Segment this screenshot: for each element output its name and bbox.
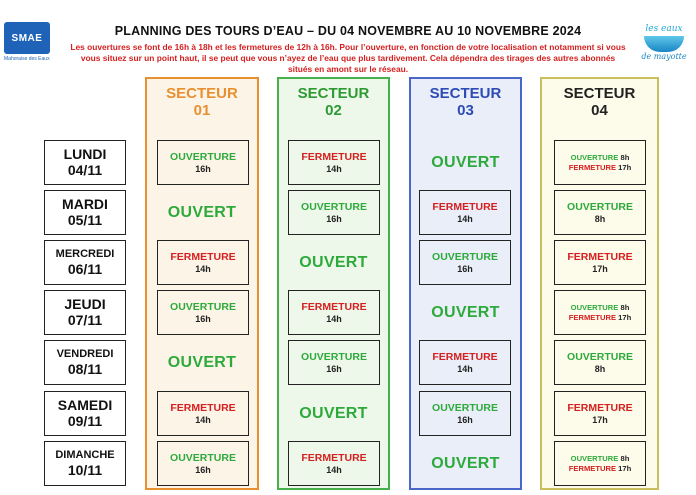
status-text: OUVERTURE (170, 300, 236, 313)
schedule-cell (157, 240, 249, 285)
schedule-line (569, 464, 631, 474)
status-text: OUVERTURE (570, 152, 619, 162)
schedule-line (571, 303, 630, 313)
status-text: OUVERT (431, 454, 500, 472)
eaux-logo-line2: de mayotte (641, 52, 687, 61)
day-label-jeudi (44, 290, 126, 335)
time-text: 14h (457, 213, 473, 224)
day-label-dimanche (44, 441, 126, 486)
schedule-cell-open (279, 240, 388, 285)
schedule-cell (288, 290, 380, 335)
time-text: 16h (326, 363, 342, 374)
schedule-line (571, 454, 630, 464)
status-text: OUVERT (299, 404, 368, 422)
sector-04-header (542, 85, 657, 119)
schedule-cell (288, 441, 380, 486)
time-text: 16h (457, 263, 473, 274)
time-text: 8h (594, 213, 606, 224)
status-text: FERMETURE (567, 250, 633, 263)
schedule-cell (554, 290, 646, 335)
status-text: FERMETURE (568, 463, 617, 473)
schedule-cell (554, 240, 646, 285)
schedule-cell (157, 391, 249, 436)
day-date: 10/11 (67, 462, 103, 478)
smae-logo (4, 22, 54, 64)
sector-03-header (411, 85, 520, 119)
status-text: FERMETURE (301, 451, 367, 464)
schedule-cell-open (279, 391, 388, 436)
status-text: OUVERT (167, 203, 237, 221)
sector-01-header (147, 85, 257, 119)
sector-label: SECTEUR (166, 85, 238, 102)
schedule-cell (419, 190, 511, 235)
page-title: PLANNING DES TOURS D’EAU – DU 04 NOVEMBRE AU 10 NOVEMBRE 2024 (114, 24, 582, 38)
day-name: DIMANCHE (55, 449, 115, 461)
status-text: OUVERTURE (567, 200, 633, 213)
schedule-cell (554, 441, 646, 486)
smae-logo-tagline: Mahoraise des Eaux (4, 56, 50, 62)
status-text: FERMETURE (170, 401, 236, 414)
smae-logo-mark: SMAE (4, 22, 50, 54)
day-label-mercredi (44, 240, 126, 285)
status-text: FERMETURE (170, 250, 236, 263)
time-text: 8h (620, 453, 630, 463)
schedule-cell (554, 340, 646, 385)
sector-label: SECTEUR (297, 85, 370, 102)
status-text: OUVERTURE (170, 150, 236, 163)
schedule-cell (419, 391, 511, 436)
day-date: 06/11 (67, 261, 103, 277)
status-text: FERMETURE (568, 162, 617, 172)
schedule-cell (157, 290, 249, 335)
time-text: 14h (195, 263, 211, 274)
time-text: 14h (326, 464, 342, 475)
status-text: OUVERTURE (170, 451, 236, 464)
water-wave-icon (644, 36, 684, 52)
status-text: FERMETURE (432, 200, 498, 213)
schedule-cell (419, 240, 511, 285)
status-text: FERMETURE (567, 401, 633, 414)
day-date: 09/11 (67, 413, 103, 429)
day-date: 08/11 (67, 361, 103, 377)
schedule-cell (157, 441, 249, 486)
schedule-cell (288, 340, 380, 385)
schedule-cell-open (147, 340, 257, 385)
schedule-cell-open (411, 140, 520, 185)
time-text: 16h (195, 313, 211, 324)
time-text: 16h (457, 414, 473, 425)
sector-number: 03 (457, 102, 474, 119)
time-text: 14h (326, 313, 342, 324)
day-date: 04/11 (67, 162, 103, 178)
status-text: FERMETURE (568, 312, 617, 322)
time-text: 17h (592, 414, 608, 425)
schedule-cell-open (147, 190, 257, 235)
schedule-line (569, 163, 631, 173)
status-text: OUVERT (431, 153, 500, 171)
day-name: SAMEDI (57, 397, 113, 413)
schedule-cell (288, 140, 380, 185)
status-text: OUVERTURE (432, 401, 498, 414)
time-text: 14h (195, 414, 211, 425)
time-text: 16h (326, 213, 342, 224)
day-date: 05/11 (67, 212, 103, 228)
sector-number: 02 (325, 102, 342, 119)
schedule-cell (419, 340, 511, 385)
time-text: 14h (326, 163, 342, 174)
time-text: 17h (592, 263, 608, 274)
status-text: OUVERTURE (567, 350, 633, 363)
status-text: OUVERTURE (432, 250, 498, 263)
time-text: 17h (618, 312, 632, 322)
time-text: 17h (618, 162, 632, 172)
eaux-de-mayotte-logo (638, 24, 690, 70)
schedule-notice: Les ouvertures se font de 16h à 18h et les fermetures de 12h à 16h. Pour l’ouverture, en fonction de votre localisation et notamment si vous vous situez sur un point haut, il se peut que vous n’ayez de l’eau que plus tardivement. Cela dépendra des tirages des autres abonnés situés en amont sur le réseau. (70, 42, 626, 74)
day-label-lundi (44, 140, 126, 185)
day-name: VENDREDI (56, 348, 114, 360)
sector-02-header (279, 85, 388, 119)
status-text: FERMETURE (301, 150, 367, 163)
status-text: OUVERTURE (301, 350, 367, 363)
status-text: OUVERTURE (570, 453, 619, 463)
sector-number: 01 (193, 102, 211, 119)
status-text: OUVERT (167, 353, 237, 371)
time-text: 16h (195, 464, 211, 475)
time-text: 8h (620, 302, 630, 312)
schedule-cell (554, 190, 646, 235)
status-text: OUVERTURE (301, 200, 367, 213)
sector-label: SECTEUR (563, 85, 636, 102)
day-label-mardi (44, 190, 126, 235)
schedule-line (569, 313, 631, 323)
status-text: OUVERT (431, 303, 500, 321)
day-name: LUNDI (63, 146, 107, 162)
status-text: OUVERTURE (570, 302, 619, 312)
day-name: MERCREDI (55, 248, 115, 260)
day-name: JEUDI (64, 296, 106, 312)
time-text: 14h (457, 363, 473, 374)
time-text: 8h (594, 363, 606, 374)
schedule-cell (157, 140, 249, 185)
sector-label: SECTEUR (429, 85, 502, 102)
day-date: 07/11 (67, 312, 103, 328)
schedule-cell (288, 190, 380, 235)
schedule-cell (554, 140, 646, 185)
time-text: 16h (195, 163, 211, 174)
time-text: 17h (618, 463, 632, 473)
day-label-vendredi (44, 340, 126, 385)
day-label-samedi (44, 391, 126, 436)
time-text: 8h (620, 152, 630, 162)
status-text: OUVERT (299, 253, 368, 271)
schedule-cell-open (411, 290, 520, 335)
status-text: FERMETURE (432, 350, 498, 363)
day-name: MARDI (62, 196, 108, 212)
status-text: FERMETURE (301, 300, 367, 313)
schedule-cell (554, 391, 646, 436)
schedule-line (571, 153, 630, 163)
sector-number: 04 (591, 102, 608, 119)
schedule-cell-open (411, 441, 520, 486)
eaux-logo-line1: les eaux (645, 24, 683, 34)
